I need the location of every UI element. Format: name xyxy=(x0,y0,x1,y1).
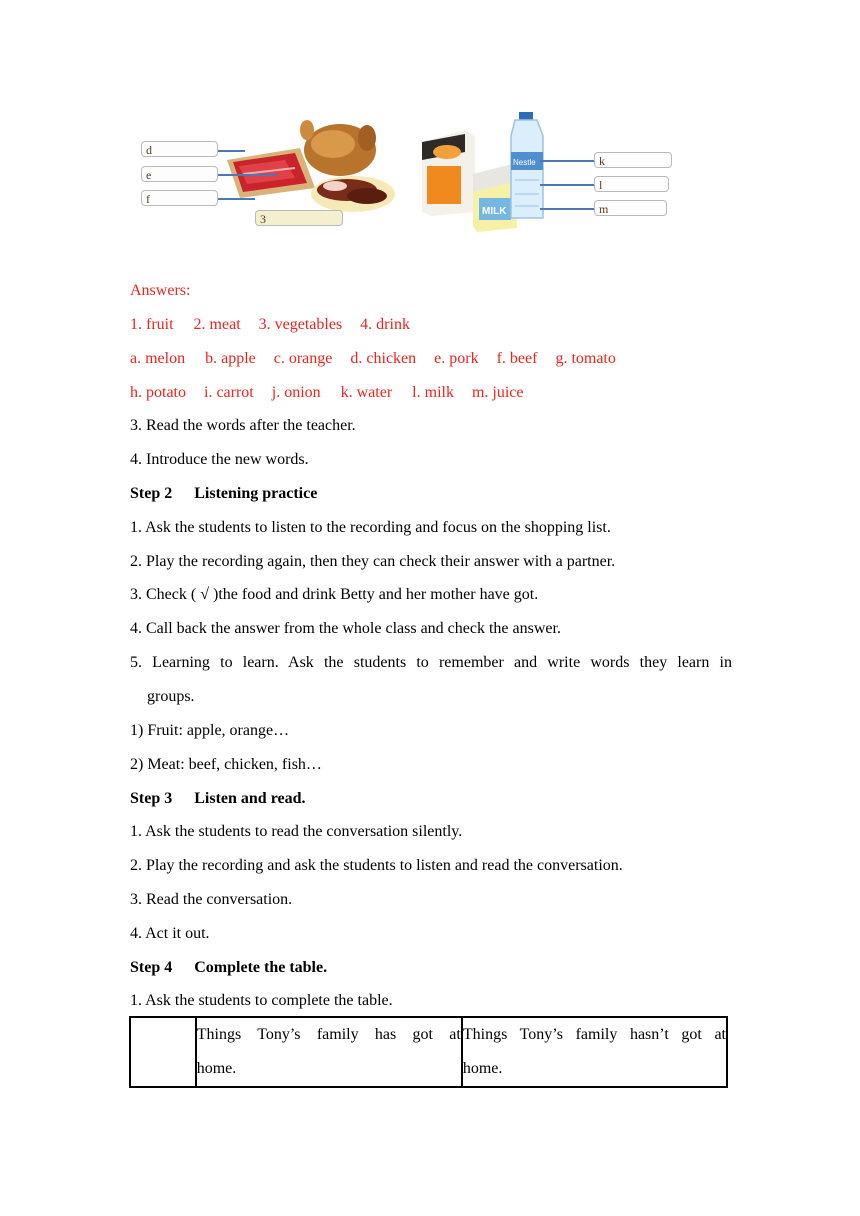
things-table xyxy=(129,1016,728,1088)
step2-item-3: 3. Check ( √ )the food and drink Betty and her mother have got. xyxy=(130,586,539,603)
answer-item: m. juice xyxy=(471,384,524,401)
answer-item: e. pork xyxy=(434,350,479,367)
label-d: d xyxy=(141,141,218,157)
answers-heading: Answers: xyxy=(130,282,191,299)
step3-item-4: 4. Act it out. xyxy=(130,925,210,942)
step-title: Complete the table. xyxy=(194,959,328,976)
table-cell-empty xyxy=(130,1017,196,1087)
answer-item: g. tomato xyxy=(555,350,616,367)
step-number: Step 4 xyxy=(130,959,173,976)
label-m: m xyxy=(594,200,667,216)
step-number: Step 2 xyxy=(130,485,173,502)
answer-item: 3. vegetables xyxy=(258,316,343,333)
water-bottle-icon xyxy=(511,112,543,218)
answer-item: l. milk xyxy=(412,384,454,401)
table-header-has-got: Things Tony’s family has got at home. xyxy=(196,1017,462,1087)
step2-item-5-cont: groups. xyxy=(147,688,195,705)
step2-sub-2: 2) Meat: beef, chicken, fish… xyxy=(130,756,322,773)
answers-row-3 xyxy=(130,383,524,403)
label-l: l xyxy=(594,176,669,192)
step2-item-2: 2. Play the recording again, then they can check their answer with a partner. xyxy=(130,553,616,570)
answer-item: j. onion xyxy=(271,384,321,401)
answer-item: 4. drink xyxy=(360,316,410,333)
label-k: k xyxy=(594,152,672,168)
answers-row-2 xyxy=(130,349,616,369)
step2-item-1: 1. Ask the students to listen to the recording and focus on the shopping list. xyxy=(130,519,611,536)
step3-item-2: 2. Play the recording and ask the students to listen and read the conversation. xyxy=(130,857,623,874)
answers-row-1 xyxy=(130,315,410,335)
step1-item-3: 3. Read the words after the teacher. xyxy=(130,417,356,434)
bottle-brand: Nestle xyxy=(513,158,536,167)
step3-item-1: 1. Ask the students to read the conversation silently. xyxy=(130,823,463,840)
table-header-hasnt-got: Things Tony’s family hasn’t got at home. xyxy=(462,1017,727,1087)
step3-heading xyxy=(130,789,306,809)
label-f: f xyxy=(141,190,218,206)
answer-item: d. chicken xyxy=(350,350,417,367)
step-title: Listening practice xyxy=(194,485,318,502)
step-title: Listen and read. xyxy=(194,790,306,807)
step2-item-5: 5. Learning to learn. Ask the students to remember and write words they learn in xyxy=(130,654,732,671)
step2-sub-1: 1) Fruit: apple, orange… xyxy=(130,722,290,739)
juice-carton-icon xyxy=(422,130,475,216)
label-e: e xyxy=(141,166,218,182)
answer-item: 2. meat xyxy=(193,316,241,333)
answer-item: k. water xyxy=(340,384,393,401)
answer-item: f. beef xyxy=(496,350,538,367)
step4-heading xyxy=(130,958,327,978)
food-drink-illustration xyxy=(135,108,680,236)
pork-plate-icon xyxy=(311,176,395,212)
answer-item: c. orange xyxy=(273,350,333,367)
table-row xyxy=(130,1017,727,1087)
step4-item-1: 1. Ask the students to complete the table. xyxy=(130,992,393,1009)
answer-item: 1. fruit xyxy=(130,316,174,333)
milk-carton-text: MILK xyxy=(482,206,507,217)
step2-item-4: 4. Call back the answer from the whole class and check the answer. xyxy=(130,620,561,637)
answer-item: b. apple xyxy=(205,350,256,367)
step2-heading xyxy=(130,484,317,504)
answer-item: i. carrot xyxy=(204,384,254,401)
answer-item: a. melon xyxy=(130,350,186,367)
step-number: Step 3 xyxy=(130,790,173,807)
step3-item-3: 3. Read the conversation. xyxy=(130,891,293,908)
answer-item: h. potato xyxy=(130,384,186,401)
step1-item-4: 4. Introduce the new words. xyxy=(130,451,309,468)
label-3: 3 xyxy=(255,210,343,226)
